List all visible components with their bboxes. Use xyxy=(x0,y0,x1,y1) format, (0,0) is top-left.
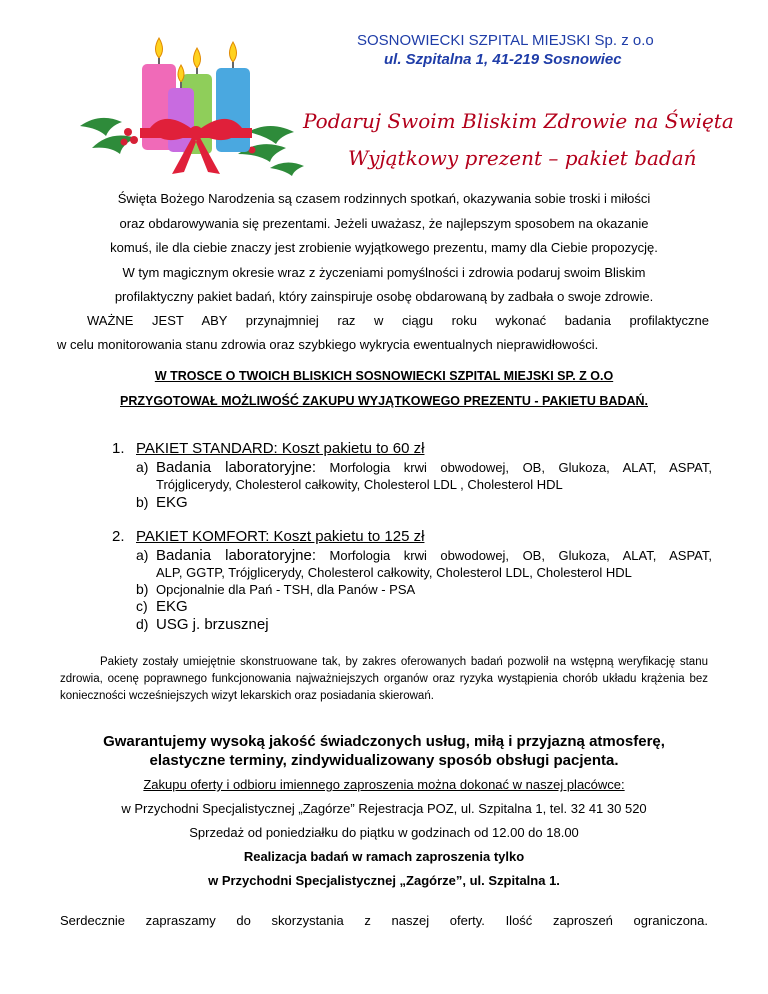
item-label: Badania laboratoryjne: xyxy=(156,547,317,564)
list-marker: d) xyxy=(136,616,149,632)
item-label: Badania laboratoryjne: xyxy=(156,459,317,476)
list-item xyxy=(112,547,712,581)
package-title: PAKIET KOMFORT: Koszt pakietu to 125 zł xyxy=(136,528,425,545)
list-item xyxy=(112,598,712,615)
guarantee-line: Gwarantujemy wysoką jakość świadczonych usług, miłą i przyjazną atmosferę, xyxy=(103,733,665,750)
package-title: PAKIET STANDARD: Koszt pakietu to 60 zł xyxy=(136,440,425,457)
list-marker: b) xyxy=(136,494,149,510)
intro-line: W tym magicznym okresie wraz z życzeniami pomyślności i zdrowia podaruj swoim Bliskim xyxy=(122,264,646,280)
important-line: w celu monitorowania stanu zdrowia oraz szybkiego wykrycia ewentualnych nieprawidłowości. xyxy=(57,337,599,352)
list-marker: c) xyxy=(136,598,148,614)
package-komfort xyxy=(112,528,712,633)
realization-info: w Przychodni Specjalistycznej „Zagórze”, ul. Szpitalna 1. xyxy=(208,873,560,888)
page-subtitle: Wyjątkowy prezent – pakiet badań xyxy=(348,146,697,170)
list-marker: a) xyxy=(136,459,149,475)
item-label: USG j. brzusznej xyxy=(156,616,269,633)
item-label: Opcjonalnie dla Pań - TSH, dla Panów - PSA xyxy=(156,582,416,597)
package-number: 1. xyxy=(112,440,125,457)
section-heading: PRZYGOTOWAŁ MOŻLIWOŚĆ ZAKUPU WYJĄTKOWEGO PREZENTU - PAKIETU BADAŃ. xyxy=(120,394,648,408)
intro-line: profilaktyczny pakiet badań, który zainspiruje osobę obdarowaną by zadbała o swoje zdrowie. xyxy=(114,289,654,304)
note-text: Pakiety zostały umiejętnie skonstruowane tak, by zakres oferowanych badań pozwolił na wstępną weryfikację stanu zdrowia, ocenę poprawnego funkcjonowania najważniejszych organów oraz ryzyka wystąpienia chorób układu krążenia bez konieczności wcześniejszych wizyt lekarskich oraz posiadania skierowań. xyxy=(60,656,708,702)
item-description: Morfologia krwi obwodowej, OB, Glukoza, ALAT, ASPAT, xyxy=(329,548,712,563)
packages-note xyxy=(60,654,708,705)
item-description: Morfologia krwi obwodowej, OB, Glukoza, ALAT, ASPAT, xyxy=(329,460,712,475)
package-number: 2. xyxy=(112,528,125,545)
list-marker: b) xyxy=(136,581,149,597)
list-item xyxy=(112,616,712,633)
intro-line: komuś, ile dla ciebie znaczy jest zrobienie wyjątkowego prezentu, mamy dla Ciebie propozycję. xyxy=(110,240,658,255)
advent-candles-icon xyxy=(70,28,310,180)
purchase-heading: Zakupu oferty i odbioru imiennego zaproszenia można dokonać w naszej placówce: xyxy=(143,777,625,792)
item-description: ALP, GGTP, Trójglicerydy, Cholesterol całkowity, Cholesterol LDL, Cholesterol HDL xyxy=(156,565,632,580)
sale-hours: Sprzedaż od poniedziałku do piątku w godzinach od 12.00 do 18.00 xyxy=(189,825,579,840)
purchase-place: w Przychodni Specjalistycznej „Zagórze” Rejestracja POZ, ul. Szpitalna 1, tel. 32 41 30 520 xyxy=(121,801,647,816)
intro-line: Święta Bożego Narodzenia są czasem rodzinnych spotkań, okazywania sobie troski i miłości xyxy=(117,191,651,206)
guarantee-line: elastyczne terminy, zindywidualizowany sposób obsługi pacjenta. xyxy=(149,752,619,769)
closing-text: Serdecznie zapraszamy do skorzystania z naszej oferty. Ilość zaproszeń ograniczona. xyxy=(60,913,708,928)
package-standard xyxy=(112,440,712,511)
realization-info: Realizacja badań w ramach zaproszenia tylko xyxy=(243,849,525,864)
list-item xyxy=(112,494,712,511)
intro-paragraph xyxy=(60,187,708,310)
hospital-name: SOSNOWIECKI SZPITAL MIEJSKI Sp. z o.o xyxy=(357,32,654,49)
list-item xyxy=(112,581,712,598)
guarantee-statement xyxy=(60,732,708,770)
intro-line: oraz obdarowywania się prezentami. Jeżeli uważasz, że najlepszym sposobem na okazanie xyxy=(119,215,649,231)
item-label: EKG xyxy=(156,494,188,511)
section-heading: W TROSCE O TWOICH BLISKICH SOSNOWIECKI SZPITAL MIEJSKI SP. Z O.O xyxy=(154,369,614,383)
important-line: WAŻNE JEST ABY przynajmniej raz w ciągu roku wykonać badania profilaktyczne xyxy=(87,313,709,328)
item-description: Trójglicerydy, Cholesterol całkowity, Cholesterol LDL , Cholesterol HDL xyxy=(156,477,563,492)
item-label: EKG xyxy=(156,598,188,615)
page-title: Podaruj Swoim Bliskim Zdrowie na Święta xyxy=(303,109,734,133)
hospital-address: ul. Szpitalna 1, 41-219 Sosnowiec xyxy=(384,51,622,68)
list-marker: a) xyxy=(136,547,149,563)
important-paragraph xyxy=(57,309,709,357)
list-item xyxy=(112,459,712,493)
